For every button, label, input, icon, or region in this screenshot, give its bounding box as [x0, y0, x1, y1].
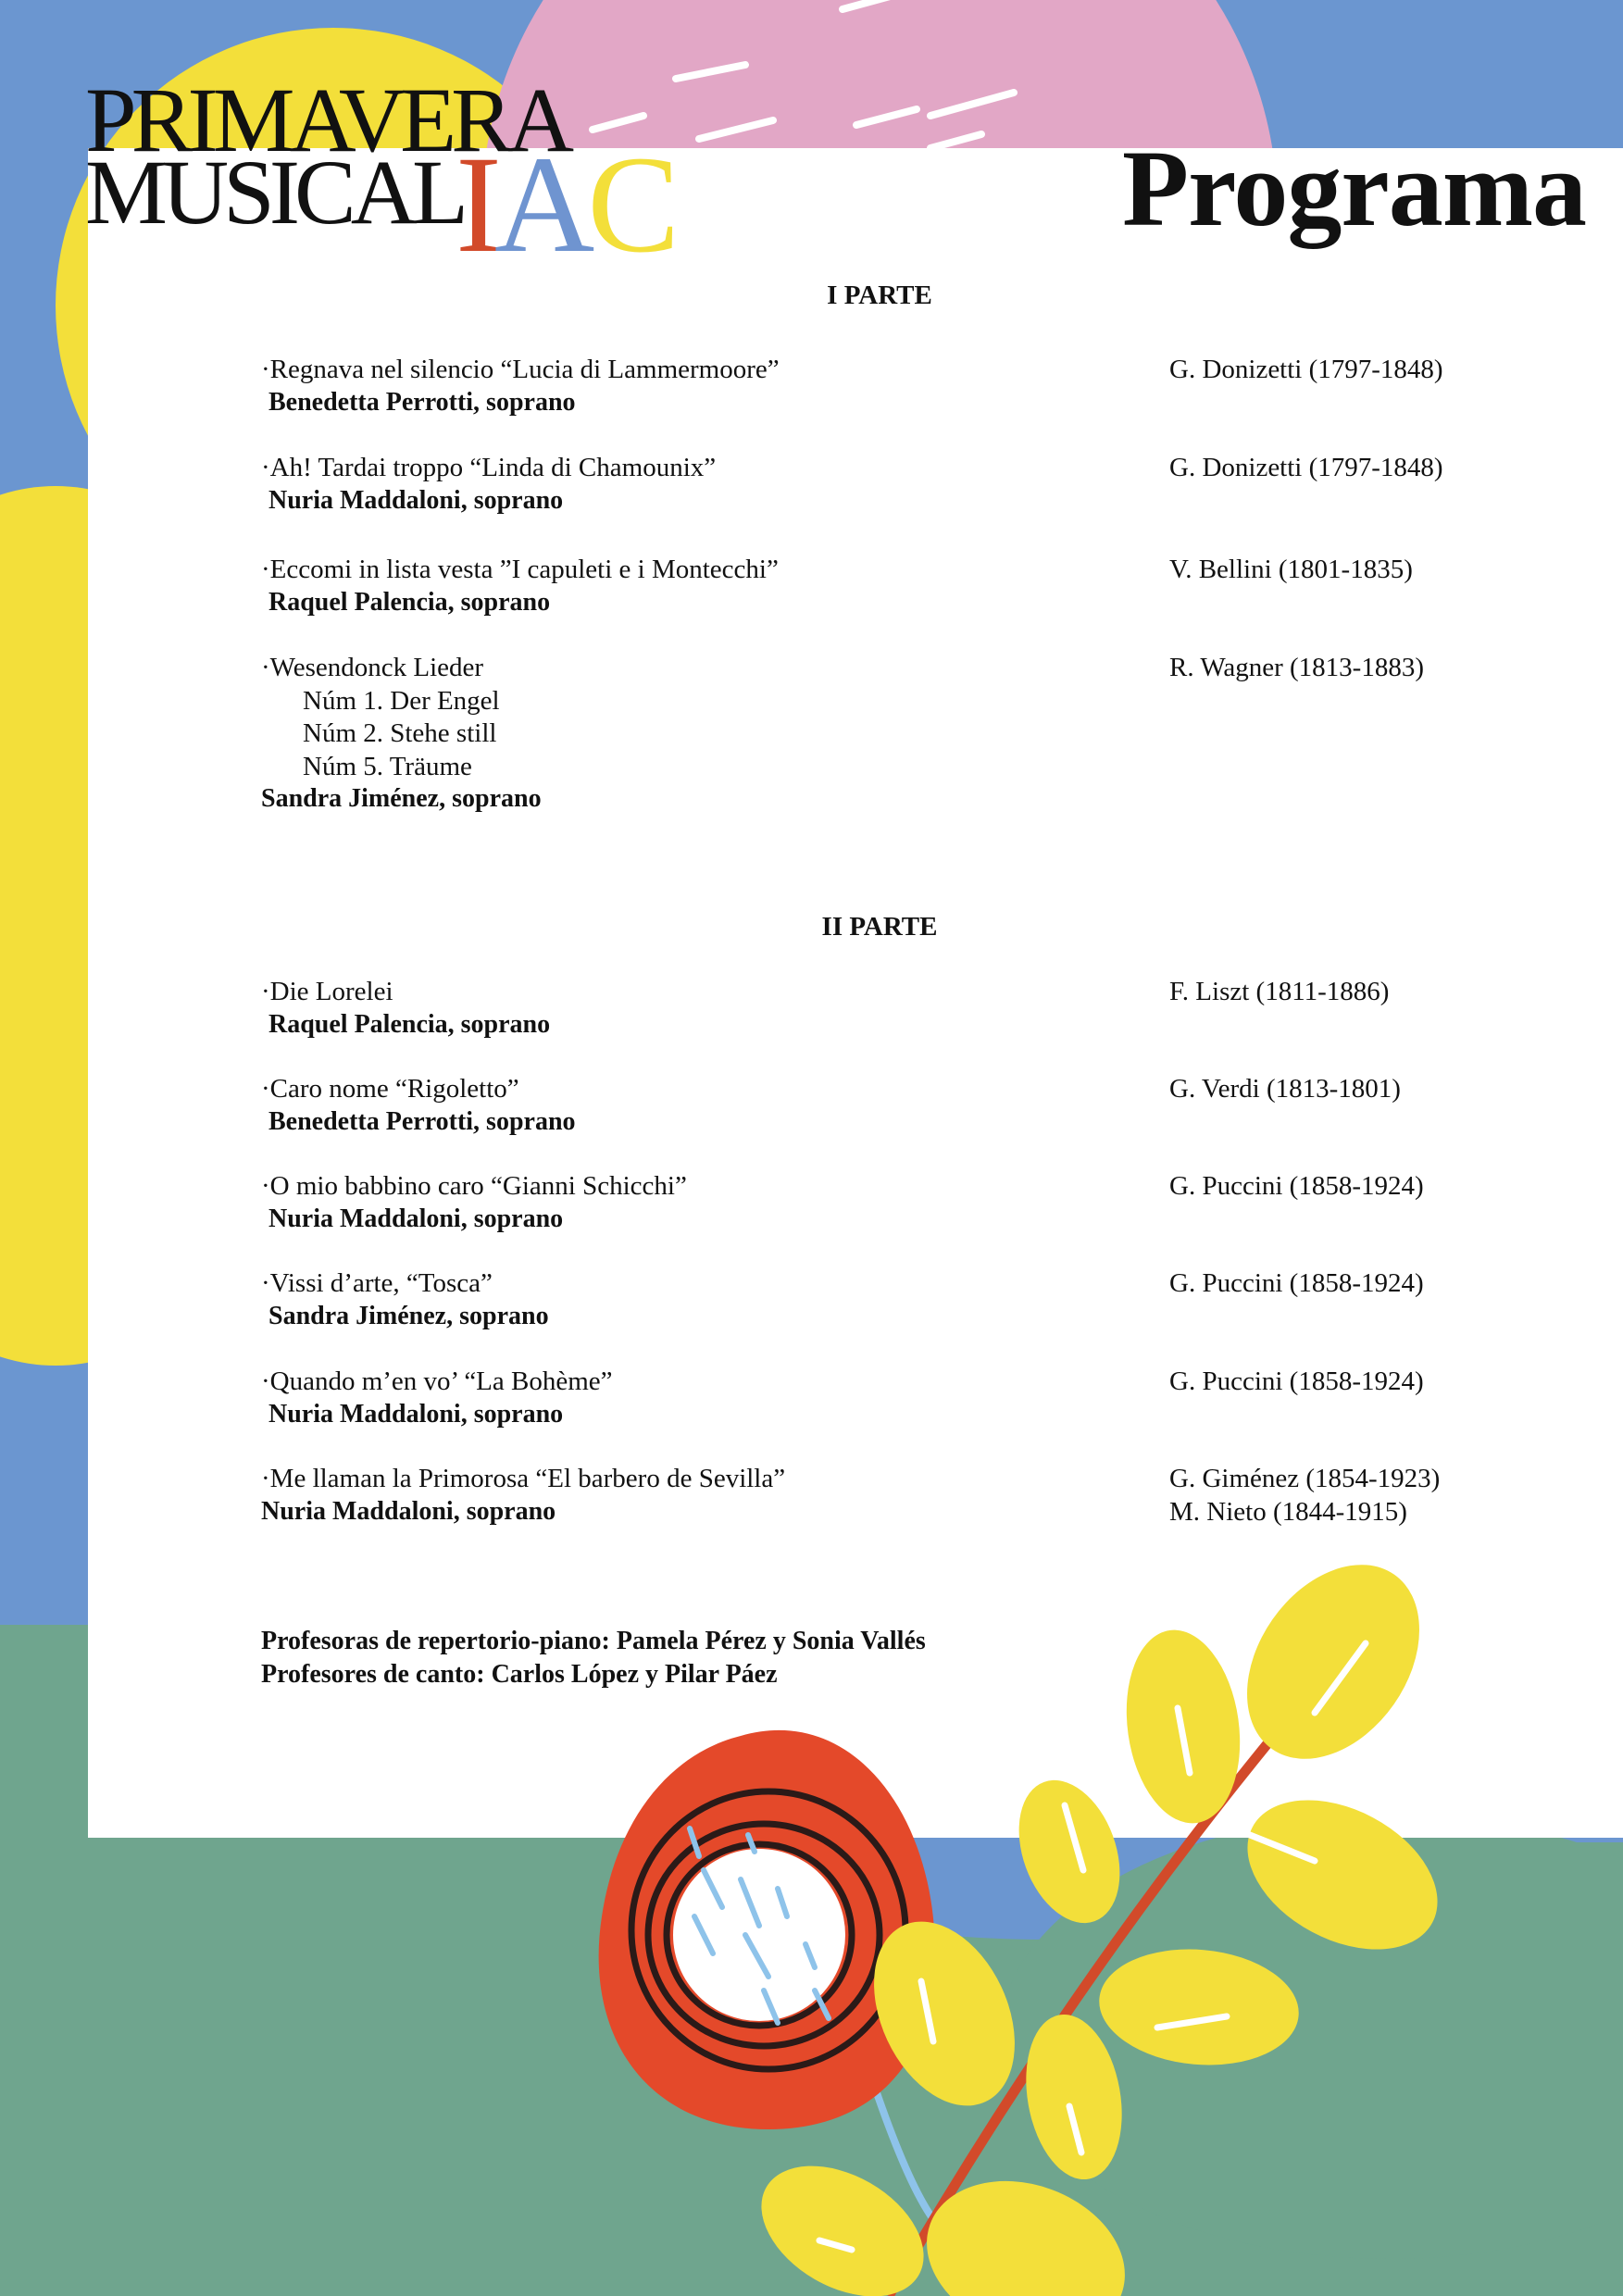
performer: Benedetta Perrotti, soprano: [268, 1107, 576, 1136]
composer: F. Liszt (1811-1886): [1169, 977, 1390, 1006]
piece-title: ·Caro nome “Rigoletto”: [261, 1074, 519, 1104]
piece-title: ·Vissi d’arte, “Tosca”: [261, 1268, 493, 1298]
program-item: [0, 1171, 1623, 1245]
performer: Nuria Maddaloni, soprano: [268, 1400, 564, 1429]
program-item: [0, 453, 1623, 527]
logo: [85, 69, 733, 281]
program-item: [0, 1268, 1623, 1342]
performer: Raquel Palencia, soprano: [268, 1010, 551, 1039]
piece-movement: Núm 5. Träume: [303, 752, 472, 781]
performer: Sandra Jiménez, soprano: [268, 1302, 549, 1330]
program-item: [0, 653, 1623, 819]
part-two-heading: II PARTE: [821, 912, 938, 942]
piece-title: ·Wesendonck Lieder: [261, 653, 484, 682]
composer: V. Bellini (1801-1835): [1169, 555, 1413, 584]
composer: R. Wagner (1813-1883): [1169, 653, 1424, 682]
logo-iac: [456, 128, 673, 281]
logo-musical: MUSICAL: [85, 141, 464, 243]
performer: Benedetta Perrotti, soprano: [268, 388, 576, 417]
piece-title: ·O mio babbino caro “Gianni Schicchi”: [261, 1171, 687, 1201]
piece-title: ·Die Lorelei: [261, 977, 393, 1006]
piece-title: ·Me llaman la Primorosa “El barbero de Sevilla”: [261, 1464, 786, 1493]
composer: G. Donizetti (1797-1848): [1169, 453, 1443, 482]
performer: Nuria Maddaloni, soprano: [268, 1204, 564, 1233]
part-one-heading: I PARTE: [827, 281, 932, 310]
program-item: [0, 355, 1623, 429]
page-title: Programa: [1122, 128, 1586, 249]
logo-iac-c: C: [587, 128, 673, 281]
performer: Sandra Jiménez, soprano: [261, 784, 542, 813]
logo-iac-a: A: [493, 128, 588, 281]
piece-title: ·Regnava nel silencio “Lucia di Lammermoore”: [261, 355, 780, 384]
composer: G. Puccini (1858-1924): [1169, 1268, 1424, 1298]
logo-iac-i: I: [456, 128, 494, 281]
program-item: [0, 1366, 1623, 1441]
program-item: [0, 1074, 1623, 1148]
performer: Nuria Maddaloni, soprano: [268, 486, 564, 515]
composer: G. Donizetti (1797-1848): [1169, 355, 1443, 384]
piece-title: ·Ah! Tardai troppo “Linda di Chamounix”: [261, 453, 717, 482]
composer: G. Verdi (1813-1801): [1169, 1074, 1401, 1104]
logo-primavera: PRIMAVERA: [85, 69, 569, 171]
piece-movement: Núm 2. Stehe still: [303, 718, 497, 748]
program-item: [0, 977, 1623, 1051]
composer: G. Puccini (1858-1924): [1169, 1171, 1424, 1201]
piece-title: ·Eccomi in lista vesta ”I capuleti e i Montecchi”: [261, 555, 779, 584]
credit-piano: Profesoras de repertorio-piano: Pamela Pérez y Sonia Vallés: [261, 1627, 926, 1655]
performer: Nuria Maddaloni, soprano: [261, 1497, 556, 1526]
piece-title: ·Quando m’en vo’ “La Bohème”: [261, 1366, 613, 1396]
performer: Raquel Palencia, soprano: [268, 588, 551, 617]
program-item: [0, 1464, 1623, 1538]
composer: G. Giménez (1854-1923): [1169, 1464, 1441, 1493]
piece-movement: Núm 1. Der Engel: [303, 686, 500, 716]
program-item: [0, 555, 1623, 629]
composer-second: M. Nieto (1844-1915): [1169, 1497, 1407, 1527]
credit-canto: Profesores de canto: Carlos López y Pilar Páez: [261, 1660, 778, 1689]
composer: G. Puccini (1858-1924): [1169, 1366, 1424, 1396]
